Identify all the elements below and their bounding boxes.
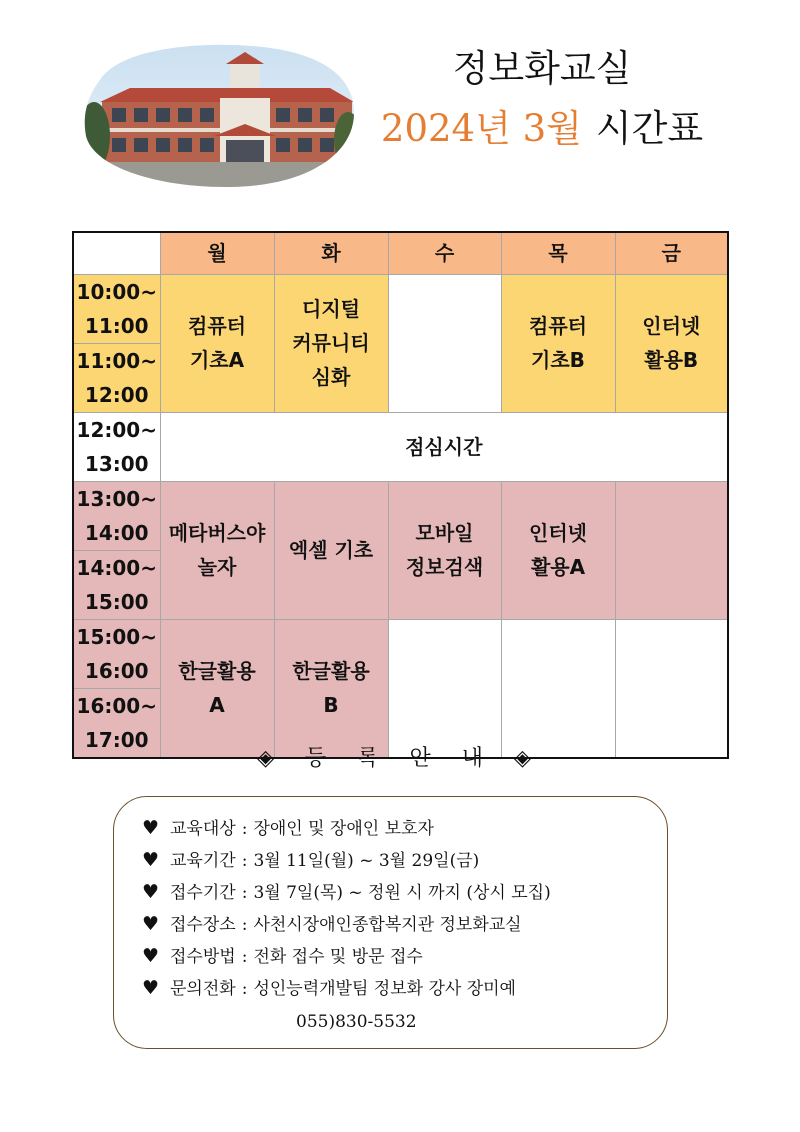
time-slot-7: 16:00~ 17:00 [73,688,160,758]
table-row [73,412,728,481]
contact-phone: 055)830-5532 [296,1012,417,1032]
time-slot-1: 10:00~ 11:00 [73,274,160,343]
time-slot-4: 13:00~ 14:00 [73,481,160,550]
time-slot-2: 11:00~ 12:00 [73,343,160,412]
table-row [73,619,728,688]
class-wed-afternoon2-empty [388,619,501,758]
list-item: ♥ 교육기간 : 3월 11일(월) ~ 3월 29일(금) [142,844,551,876]
time-slot-5: 14:00~ 15:00 [73,550,160,619]
day-header-thu: 목 [501,232,615,274]
list-item: ♥ 교육대상 : 장애인 및 장애인 보호자 [142,812,551,844]
class-tue-afternoon2: 한글활용 B [274,619,388,758]
subtitle-date: 2024년 3월 [380,107,582,150]
table-corner [73,232,160,274]
class-fri-afternoon2-empty [615,619,728,758]
class-wed-morning-empty [388,274,501,412]
list-item: ♥ 접수기간 : 3월 7일(목) ~ 정원 시 까지 (상시 모집) [142,876,551,908]
timetable [72,231,729,759]
class-thu-morning: 컴퓨터 기초B [501,274,615,412]
class-mon-morning: 컴퓨터 기초A [160,274,274,412]
lunch-break: 점심시간 [160,412,728,481]
registration-title: ◈ 등 록 안 내 ◈ [257,746,543,771]
class-mon-afternoon1: 메타버스야 놀자 [160,481,274,619]
day-header-mon: 월 [160,232,274,274]
list-item: ♥ 문의전화 : 성인능력개발팀 정보화 강사 장미예 [142,972,551,1004]
class-fri-afternoon1-empty [615,481,728,619]
table-row [73,481,728,550]
building-photo [80,40,358,190]
list-item: ♥ 접수장소 : 사천시장애인종합복지관 정보화교실 [142,908,551,940]
day-header-fri: 금 [615,232,728,274]
heart-icon: ♥ [142,817,160,839]
heart-icon: ♥ [142,849,160,871]
heart-icon: ♥ [142,881,160,903]
registration-info-list [142,812,551,1004]
heart-icon: ♥ [142,977,160,999]
heart-icon: ♥ [142,913,160,935]
time-slot-3: 12:00~ 13:00 [73,412,160,481]
page-title: 정보화교실 [452,47,632,90]
class-tue-morning: 디지털 커뮤니티 심화 [274,274,388,412]
class-thu-afternoon2-empty [501,619,615,758]
heart-icon: ♥ [142,945,160,967]
class-fri-morning: 인터넷 활용B [615,274,728,412]
class-tue-afternoon1: 엑셀 기초 [274,481,388,619]
day-header-wed: 수 [388,232,501,274]
list-item: ♥ 접수방법 : 전화 접수 및 방문 접수 [142,940,551,972]
table-row [73,274,728,343]
subtitle-label: 시간표 [595,107,704,150]
time-slot-6: 15:00~ 16:00 [73,619,160,688]
title-block [372,44,712,152]
class-wed-afternoon1: 모바일 정보검색 [388,481,501,619]
class-mon-afternoon2: 한글활용 A [160,619,274,758]
table-header-row [73,232,728,274]
class-thu-afternoon1: 인터넷 활용A [501,481,615,619]
page-subtitle [372,106,712,152]
day-header-tue: 화 [274,232,388,274]
